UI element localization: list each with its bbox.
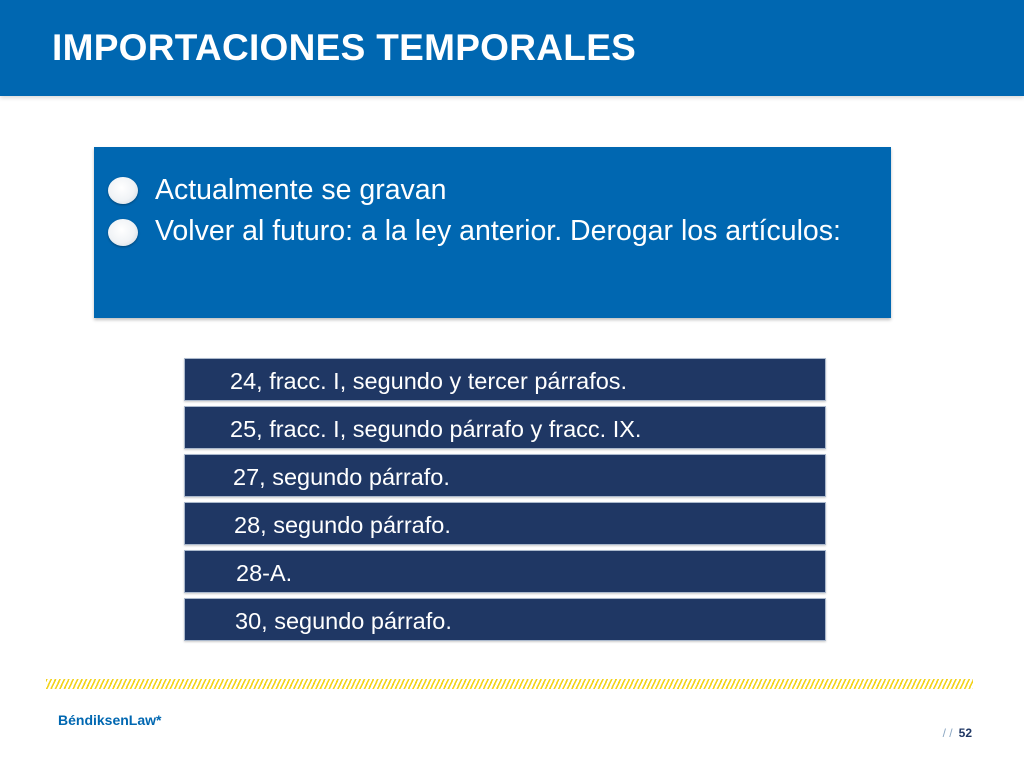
title-bar <box>0 0 1024 96</box>
footer-divider <box>46 679 973 689</box>
bullet-panel <box>94 147 891 318</box>
article-text: 27, segundo párrafo. <box>233 464 450 490</box>
list-item <box>184 598 826 641</box>
article-text: 28-A. <box>236 560 293 586</box>
slide-title: IMPORTACIONES TEMPORALES <box>52 27 637 68</box>
list-item <box>184 550 826 593</box>
page-indicator <box>943 726 972 740</box>
bullet-text-2: Volver al futuro: a la ley anterior. Derogar los artículos: <box>155 215 841 247</box>
article-text: 28, segundo párrafo. <box>234 512 451 538</box>
brand-name: BéndiksenLaw <box>58 712 157 728</box>
bullet-text-1: Actualmente se gravan <box>155 174 447 206</box>
bullet-dot-icon <box>108 219 138 246</box>
article-text: 30, segundo párrafo. <box>235 608 452 634</box>
brand-logo <box>58 712 161 728</box>
list-item <box>184 454 826 497</box>
article-text: 25, fracc. I, segundo párrafo y fracc. IX. <box>230 416 642 442</box>
list-item <box>184 406 826 449</box>
bullet-dot-icon <box>108 177 138 204</box>
brand-mark: * <box>156 712 162 728</box>
list-item <box>184 358 826 401</box>
list-item <box>184 502 826 545</box>
page-separator: / / <box>942 726 953 740</box>
article-text: 24, fracc. I, segundo y tercer párrafos. <box>230 368 628 394</box>
page-number: 52 <box>958 726 972 740</box>
